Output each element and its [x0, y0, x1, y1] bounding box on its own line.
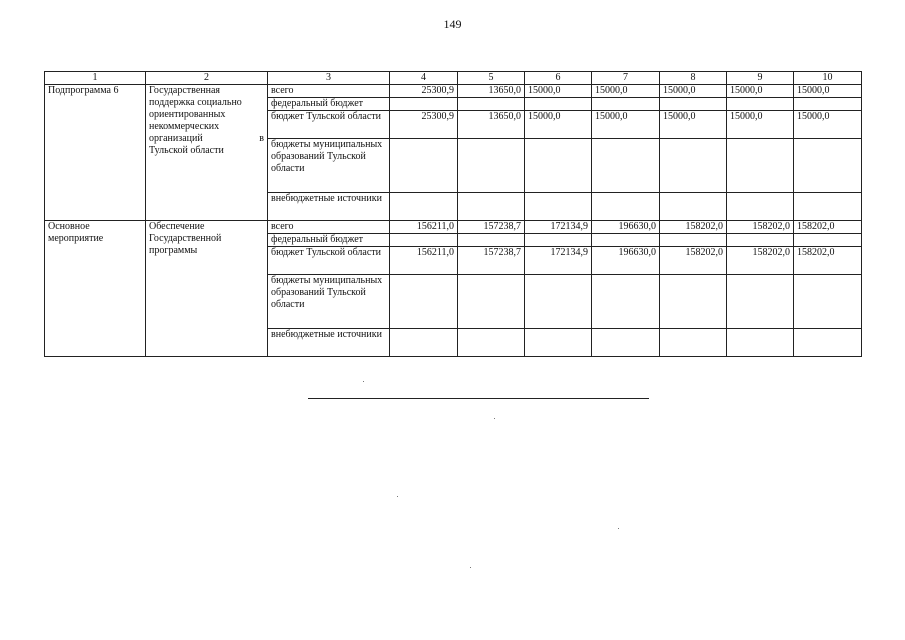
funding-source-cell: федеральный бюджет	[268, 234, 390, 247]
column-header: 9	[727, 72, 794, 85]
value-cell: 156211,0	[390, 221, 458, 234]
value-cell	[390, 275, 458, 329]
funding-source-cell: бюджеты муниципальных образований Тульской области	[268, 275, 390, 329]
program-name-cell: Подпрограмма 6	[45, 85, 146, 221]
value-cell	[525, 275, 592, 329]
funding-source-cell: всего	[268, 221, 390, 234]
funding-source-cell: бюджеты муниципальных образований Тульской области	[268, 139, 390, 193]
value-cell: 196630,0	[592, 247, 660, 275]
value-cell	[727, 234, 794, 247]
value-cell	[794, 139, 862, 193]
value-cell: 13650,0	[458, 85, 525, 98]
description-line	[149, 133, 264, 145]
scan-speck	[618, 528, 619, 529]
value-cell	[390, 139, 458, 193]
description-line: Государственная	[149, 85, 221, 96]
column-header: 3	[268, 72, 390, 85]
value-cell: 15000,0	[660, 111, 727, 139]
column-header: 2	[146, 72, 268, 85]
funding-source-cell: внебюджетные источники	[268, 193, 390, 221]
value-cell	[727, 193, 794, 221]
value-cell	[458, 329, 525, 357]
value-cell	[727, 329, 794, 357]
end-of-document-rule	[308, 398, 649, 399]
value-cell	[525, 98, 592, 111]
value-cell	[592, 329, 660, 357]
value-cell: 158202,0	[660, 221, 727, 234]
column-header: 4	[390, 72, 458, 85]
scan-speck	[397, 496, 398, 497]
funding-source-cell: всего	[268, 85, 390, 98]
value-cell	[458, 139, 525, 193]
value-cell: 25300,9	[390, 111, 458, 139]
program-description-cell	[146, 85, 268, 221]
value-cell	[525, 329, 592, 357]
value-cell	[660, 139, 727, 193]
value-cell	[660, 98, 727, 111]
value-cell	[525, 193, 592, 221]
value-cell	[660, 275, 727, 329]
value-cell: 158202,0	[727, 247, 794, 275]
value-cell	[660, 193, 727, 221]
table-row	[45, 85, 862, 98]
value-cell: 157238,7	[458, 221, 525, 234]
value-cell: 15000,0	[525, 85, 592, 98]
value-cell	[592, 234, 660, 247]
value-cell	[794, 234, 862, 247]
description-line: поддержка социально	[149, 97, 242, 108]
column-header: 6	[525, 72, 592, 85]
header-row	[45, 72, 862, 85]
column-header: 10	[794, 72, 862, 85]
value-cell: 25300,9	[390, 85, 458, 98]
column-header: 7	[592, 72, 660, 85]
description-line: программы	[149, 245, 198, 256]
value-cell: 15000,0	[592, 85, 660, 98]
value-cell	[390, 329, 458, 357]
budget-table	[44, 71, 862, 357]
value-cell	[592, 275, 660, 329]
value-cell	[794, 275, 862, 329]
value-cell	[794, 329, 862, 357]
value-cell	[390, 234, 458, 247]
value-cell	[592, 98, 660, 111]
funding-source-cell: федеральный бюджет	[268, 98, 390, 111]
funding-source-cell: бюджет Тульской области	[268, 111, 390, 139]
value-cell: 15000,0	[727, 111, 794, 139]
value-cell: 172134,9	[525, 221, 592, 234]
value-cell: 15000,0	[794, 85, 862, 98]
value-cell	[794, 98, 862, 111]
value-cell: 15000,0	[592, 111, 660, 139]
description-line: Обеспечение	[149, 221, 205, 232]
value-cell	[458, 234, 525, 247]
scan-speck	[470, 567, 471, 568]
column-header: 1	[45, 72, 146, 85]
description-word: в	[259, 133, 264, 144]
value-cell	[390, 98, 458, 111]
value-cell: 172134,9	[525, 247, 592, 275]
value-cell	[525, 139, 592, 193]
value-cell	[458, 98, 525, 111]
value-cell	[592, 139, 660, 193]
description-line: Тульской области	[149, 145, 224, 156]
value-cell: 15000,0	[525, 111, 592, 139]
program-description-cell	[146, 221, 268, 357]
scan-speck	[363, 381, 364, 382]
value-cell: 15000,0	[794, 111, 862, 139]
value-cell: 196630,0	[592, 221, 660, 234]
value-cell	[660, 329, 727, 357]
value-cell	[390, 193, 458, 221]
value-cell: 13650,0	[458, 111, 525, 139]
value-cell	[727, 275, 794, 329]
value-cell	[794, 193, 862, 221]
column-header: 8	[660, 72, 727, 85]
description-line: Государственной	[149, 233, 222, 244]
value-cell	[592, 193, 660, 221]
value-cell	[727, 139, 794, 193]
value-cell	[660, 234, 727, 247]
program-name-cell: Основное мероприятие	[45, 221, 146, 357]
description-line: ориентированных	[149, 109, 226, 120]
table-row	[45, 221, 862, 234]
scan-speck	[494, 418, 495, 419]
description-word: организаций	[149, 133, 203, 144]
value-cell	[458, 275, 525, 329]
funding-source-cell: бюджет Тульской области	[268, 247, 390, 275]
value-cell: 158202,0	[794, 221, 862, 234]
value-cell: 157238,7	[458, 247, 525, 275]
column-header: 5	[458, 72, 525, 85]
value-cell: 158202,0	[660, 247, 727, 275]
value-cell: 15000,0	[727, 85, 794, 98]
value-cell: 156211,0	[390, 247, 458, 275]
description-line: некоммерческих	[149, 121, 220, 132]
value-cell	[525, 234, 592, 247]
value-cell: 158202,0	[794, 247, 862, 275]
page-number: 149	[443, 17, 462, 31]
value-cell	[727, 98, 794, 111]
value-cell	[458, 193, 525, 221]
value-cell: 15000,0	[660, 85, 727, 98]
value-cell: 158202,0	[727, 221, 794, 234]
funding-source-cell: внебюджетные источники	[268, 329, 390, 357]
